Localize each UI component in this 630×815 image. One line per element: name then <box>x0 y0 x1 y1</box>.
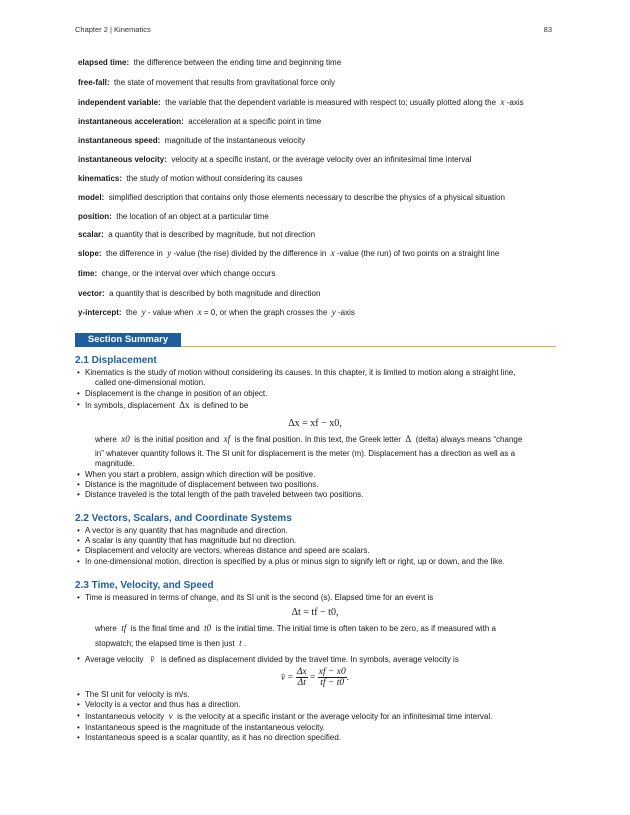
list-item: • A scalar is any quantity that has magnitude but no direction. <box>85 536 550 546</box>
list-item: • The SI unit for velocity is m/s. <box>85 690 550 700</box>
list-item: • Instantaneous speed is a scalar quantity, as it has no direction specified. <box>85 733 550 743</box>
glossary-term: free-fall: <box>78 78 110 87</box>
list-item <box>85 711 550 722</box>
glossary-definition: acceleration at a specific point in time <box>188 117 322 126</box>
glossary-entry <box>78 248 499 259</box>
list-item-text: is the velocity at a specific instant or the average velocity for an infinitesimal time interval. <box>177 712 493 721</box>
math-variable: xf <box>223 434 231 444</box>
math-variable: x <box>330 248 335 258</box>
math-variable: x0 <box>121 434 130 444</box>
list-item-continuation <box>95 622 550 635</box>
fraction-numerator: Δx <box>296 667 307 677</box>
glossary-term: elapsed time: <box>78 58 130 67</box>
list-item-text: In symbols, displacement <box>85 401 175 410</box>
page-number: 83 <box>543 25 552 34</box>
math-variable: v <box>168 711 173 721</box>
math-variable: tf <box>121 623 127 633</box>
math-variable: y <box>141 307 146 317</box>
list-item-continuation: magnitude. <box>95 459 135 468</box>
glossary-entry <box>78 269 275 279</box>
glossary-term: time: <box>78 269 98 278</box>
glossary-entry <box>78 212 269 222</box>
fraction-denominator: tf − t0 <box>320 678 345 688</box>
list-item: • When you start a problem, assign which direction will be positive. <box>85 470 550 480</box>
text: (delta) always means “change <box>415 435 523 444</box>
glossary-definition: the variable that the dependent variable is measured with respect to; usually plotted along the <box>165 98 497 107</box>
glossary-entry <box>78 97 524 108</box>
list-item: • Distance traveled is the total length of the path traveled between two positions. <box>85 490 550 500</box>
text: where <box>95 624 117 633</box>
text: where <box>95 435 117 444</box>
list-item: • Velocity is a vector and thus has a direction. <box>85 700 550 710</box>
text: . <box>243 639 247 648</box>
glossary-entry <box>78 117 321 127</box>
glossary-entry <box>78 136 305 146</box>
glossary-definition: the difference in <box>106 249 163 258</box>
subsection-heading: 2.2 Vectors, Scalars, and Coordinate Systems <box>75 513 292 524</box>
text: is the initial time. The initial time is often taken to be zero, as if measured with a <box>215 624 497 633</box>
glossary-definition: -value (the rise) divided by the difference in <box>173 249 327 258</box>
eq-lhs: v̄ = <box>281 671 294 682</box>
text: is the final position. In this text, the Greek letter <box>234 435 401 444</box>
math-symbol: Δx <box>179 400 190 410</box>
list-item <box>85 368 550 378</box>
list-item-continuation <box>95 637 550 650</box>
list-item-text: is defined as displacement divided by the travel time. In symbols, average velocity is <box>160 655 459 664</box>
glossary-definition: velocity at a specific instant, or the average velocity over an infinitesimal time interval <box>171 155 472 164</box>
glossary-definition: -value (the run) of two points on a straight line <box>337 249 500 258</box>
eq-equals: = <box>310 671 316 682</box>
math-symbol: v̄ <box>150 654 155 664</box>
glossary-term: y-intercept: <box>78 308 122 317</box>
glossary-entry <box>78 307 355 318</box>
list-item: • Distance is the magnitude of displacement between two positions. <box>85 480 550 490</box>
list-item <box>85 654 550 665</box>
glossary-term: vector: <box>78 289 105 298</box>
glossary-definition: -axis <box>337 308 355 317</box>
list-item-continuation: in” whatever quantity follows it. The SI unit for displacement is the meter (m). Displacement has a direction as well as a <box>95 449 516 458</box>
math-variable: y <box>331 307 336 317</box>
running-header-chapter: Chapter 2 | Kinematics <box>75 25 151 34</box>
glossary-definition: - value when <box>147 308 194 317</box>
glossary-entry <box>78 78 335 88</box>
glossary-definition: -axis <box>506 98 524 107</box>
list-item <box>85 400 550 411</box>
glossary-entry <box>78 174 303 184</box>
fraction <box>318 667 347 688</box>
glossary-term: kinematics: <box>78 174 123 183</box>
list-item-text: Kinematics is the study of motion without considering its causes. In this chapter, it is limited to motion along a straight line, <box>85 368 516 377</box>
glossary-term: scalar: <box>78 230 104 239</box>
glossary-definition: the study of motion without considering its causes <box>126 174 303 183</box>
math-variable: y <box>167 248 172 258</box>
glossary-definition: magnitude of the instantaneous velocity <box>164 136 306 145</box>
list-item: • Displacement and velocity are vectors, whereas distance and speed are scalars. <box>85 546 550 556</box>
math-symbol: Δ <box>405 434 412 444</box>
glossary-term: instantaneous acceleration: <box>78 117 184 126</box>
glossary-entry <box>78 230 315 240</box>
glossary-definition: a quantity that is described by both magnitude and direction <box>109 289 321 298</box>
list-item-continuation <box>95 433 550 446</box>
fraction-numerator: xf − x0 <box>318 667 346 677</box>
section-summary-title: Section Summary <box>75 333 181 347</box>
section-summary-header <box>75 333 556 347</box>
fraction-denominator: Δt <box>297 678 306 688</box>
glossary-definition: change, or the interval over which change occurs <box>101 269 276 278</box>
math-variable: t0 <box>204 623 212 633</box>
glossary-definition: the difference between the ending time and beginning time <box>133 58 342 67</box>
math-variable: t <box>239 638 242 648</box>
text: is the final time and <box>130 624 200 633</box>
glossary-term: slope: <box>78 249 102 258</box>
glossary-term: position: <box>78 212 112 221</box>
glossary-entry <box>78 289 320 299</box>
glossary-definition: the state of movement that results from gravitational force only <box>114 78 336 87</box>
average-velocity-equation <box>0 667 630 688</box>
list-item: • Instantaneous speed is the magnitude of the instantaneous velocity. <box>85 723 550 733</box>
glossary-definition: the location of an object at a particular time <box>116 212 269 221</box>
glossary-term: model: <box>78 193 105 202</box>
list-item: • Displacement is the change in position of an object. <box>85 389 550 399</box>
glossary-entry <box>78 193 505 203</box>
list-item-text: Instantaneous velocity <box>85 712 165 721</box>
glossary-term: independent variable: <box>78 98 161 107</box>
list-item: • A vector is any quantity that has magnitude and direction. <box>85 526 550 536</box>
text: stopwatch; the elapsed time is then just <box>95 639 235 648</box>
glossary-definition: = 0, or when the graph crosses the <box>203 308 328 317</box>
glossary-definition: simplified description that contains only those elements necessary to describe the physics of a physical situation <box>108 193 505 202</box>
text: is the initial position and <box>134 435 220 444</box>
glossary-entry <box>78 58 341 68</box>
list-item: • Time is measured in terms of change, and its SI unit is the second (s). Elapsed time for an event is <box>85 593 550 603</box>
glossary-definition: the <box>126 308 138 317</box>
math-variable: x <box>197 307 202 317</box>
list-item-text: is defined to be <box>194 401 249 410</box>
list-item-text: Average velocity <box>85 655 144 664</box>
displacement-equation: Δx = xf − x0, <box>288 418 342 429</box>
glossary-entry <box>78 155 472 165</box>
fraction <box>296 667 308 688</box>
subsection-heading: 2.1 Displacement <box>75 355 157 366</box>
math-variable: x <box>500 97 505 107</box>
glossary-definition: a quantity that is described by magnitude, but not direction <box>108 230 316 239</box>
list-item-continuation: called one-dimensional motion. <box>95 378 206 387</box>
list-item: • In one-dimensional motion, direction is specified by a plus or minus sign to signify left or right, up or down, and the like. <box>85 557 550 567</box>
subsection-heading: 2.3 Time, Velocity, and Speed <box>75 580 214 591</box>
glossary-term: instantaneous velocity: <box>78 155 167 164</box>
elapsed-time-equation: Δt = tf − t0, <box>291 607 339 618</box>
section-divider <box>181 346 556 347</box>
eq-period: . <box>346 671 349 682</box>
glossary-term: instantaneous speed: <box>78 136 161 145</box>
